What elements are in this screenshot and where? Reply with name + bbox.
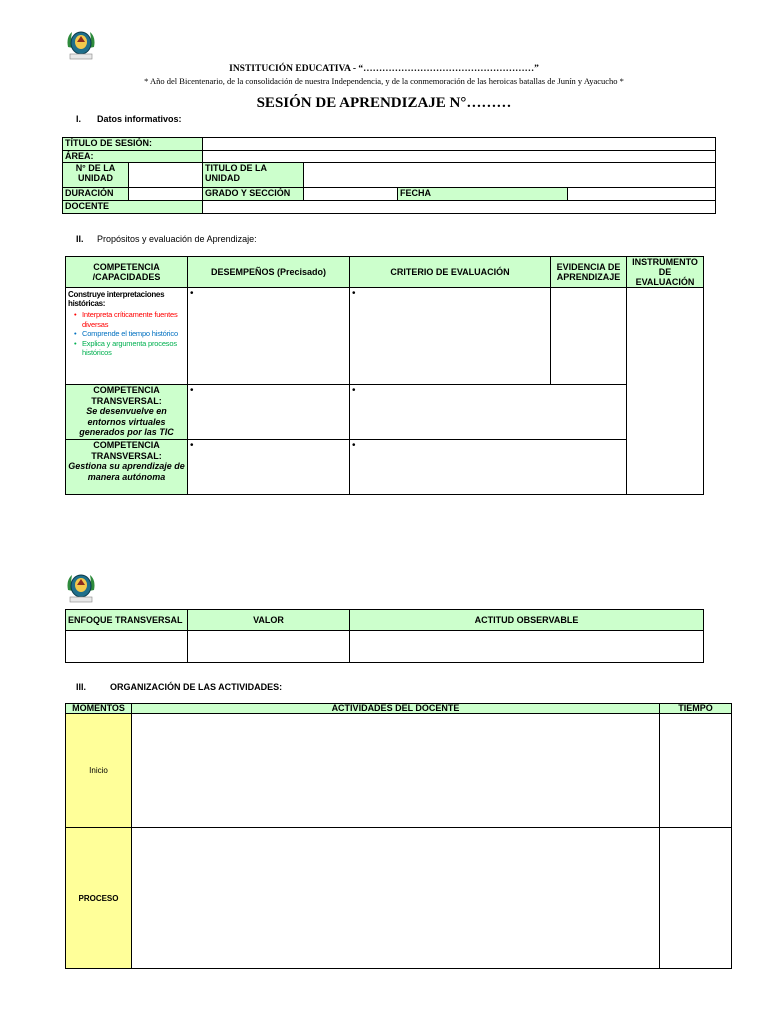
competencia-header: COMPETENCIA /CAPACIDADES — [66, 257, 188, 288]
titulo-unidad-field[interactable] — [304, 163, 716, 188]
bullet-icon: • — [190, 385, 194, 396]
school-logo — [64, 27, 98, 61]
valor-field[interactable] — [188, 631, 350, 663]
instrumento-cell[interactable] — [627, 288, 704, 495]
datos-informativos-table — [62, 137, 716, 214]
titulo-unidad-label: TITULO DE LA UNIDAD — [203, 163, 304, 188]
transversal-label: COMPETENCIA TRANSVERSAL: — [91, 385, 162, 406]
capacidades-list — [74, 310, 185, 358]
propositos-table — [65, 256, 704, 495]
transversal-tic-cell — [66, 385, 188, 440]
section-3-number: III. — [76, 682, 87, 692]
actividades-inicio-field[interactable] — [132, 714, 660, 828]
n-unidad-label: N° DE LA UNIDAD — [63, 163, 129, 188]
capacidad-item: • Explica y argumenta procesos históricos — [74, 338, 177, 357]
desempenos-header: DESEMPEÑOS (Precisado) — [188, 257, 350, 288]
valor-header: VALOR — [188, 610, 350, 631]
competencia-main-cell — [66, 288, 188, 385]
fecha-label: FECHA — [398, 188, 568, 201]
evidencia-header: EVIDENCIA DE APRENDIZAJE — [551, 257, 627, 288]
section-2-number: II. — [76, 234, 84, 244]
bullet-icon: • — [190, 440, 194, 451]
section-1-number: I. — [76, 114, 82, 124]
area-label: ÁREA: — [63, 151, 203, 163]
year-motto: * Año del Bicentenario, de la consolidación de nuestra Independencia, y de la conmemoración de las heroicas batallas de Junín y Ayacucho * — [144, 76, 624, 86]
section-2-title: Propósitos y evaluación de Aprendizaje: — [97, 234, 257, 244]
transversal-autonoma-cell — [66, 440, 188, 495]
actividades-table — [65, 703, 732, 969]
competencia-main-title: Construye interpretaciones históricas: — [68, 290, 165, 308]
session-title: SESIÓN DE APRENDIZAJE N°……… — [256, 95, 512, 111]
criterio-cell[interactable] — [350, 385, 627, 440]
section-1-title: Datos informativos: — [97, 114, 182, 124]
duracion-field[interactable] — [129, 188, 203, 201]
section-3-title: ORGANIZACIÓN DE LAS ACTIVIDADES: — [110, 682, 283, 692]
grado-seccion-field[interactable] — [304, 188, 398, 201]
titulo-sesion-label: TÍTULO DE SESIÓN: — [63, 138, 203, 151]
momentos-header: MOMENTOS — [66, 704, 132, 714]
capacidad-item: • Comprende el tiempo histórico — [74, 329, 178, 338]
bullet-icon: • — [352, 440, 356, 451]
docente-field[interactable] — [203, 201, 716, 214]
docente-label: DOCENTE — [63, 201, 203, 214]
enfoque-table — [65, 609, 704, 663]
bullet-icon: • — [190, 288, 194, 299]
tiempo-header: TIEMPO — [660, 704, 732, 714]
transversal-autonoma-text: Gestiona su aprendizaje de manera autónoma — [68, 461, 185, 482]
criterio-cell[interactable] — [350, 288, 551, 385]
school-logo — [64, 570, 98, 604]
actitud-field[interactable] — [350, 631, 704, 663]
criterio-cell[interactable] — [350, 440, 627, 495]
area-field[interactable] — [203, 151, 716, 163]
desempeno-cell[interactable] — [188, 385, 350, 440]
transversal-tic-text: Se desenvuelve en entornos virtuales generados por las TIC — [79, 406, 174, 437]
capacidad-item: • Interpreta críticamente fuentes diversas — [74, 310, 178, 329]
n-unidad-field[interactable] — [129, 163, 203, 188]
momento-proceso: PROCESO — [66, 828, 132, 969]
actividades-header: ACTIVIDADES DEL DOCENTE — [132, 704, 660, 714]
desempeno-cell[interactable] — [188, 288, 350, 385]
duracion-label: DURACIÓN — [63, 188, 129, 201]
bullet-icon: • — [352, 385, 356, 396]
actividades-proceso-field[interactable] — [132, 828, 660, 969]
actitud-header: ACTITUD OBSERVABLE — [350, 610, 704, 631]
tiempo-proceso-field[interactable] — [660, 828, 732, 969]
bullet-icon: • — [74, 329, 77, 338]
instrumento-header: INSTRUMENTO DE EVALUACIÓN — [627, 257, 704, 288]
bullet-icon: • — [74, 310, 77, 319]
grado-seccion-label: GRADO Y SECCIÓN — [203, 188, 304, 201]
criterio-header: CRITERIO DE EVALUACIÓN — [350, 257, 551, 288]
tiempo-inicio-field[interactable] — [660, 714, 732, 828]
evidencia-cell[interactable] — [551, 288, 627, 385]
transversal-label: COMPETENCIA TRANSVERSAL: — [91, 440, 162, 461]
fecha-field[interactable] — [568, 188, 716, 201]
enfoque-field[interactable] — [66, 631, 188, 663]
enfoque-header: ENFOQUE TRANSVERSAL — [66, 610, 188, 631]
momento-inicio: Inicio — [66, 714, 132, 828]
bullet-icon: • — [352, 288, 356, 299]
bullet-icon: • — [74, 338, 77, 348]
institution-name: INSTITUCIÓN EDUCATIVA - “………………………………………………” — [229, 64, 539, 74]
desempeno-cell[interactable] — [188, 440, 350, 495]
titulo-sesion-field[interactable] — [203, 138, 716, 151]
